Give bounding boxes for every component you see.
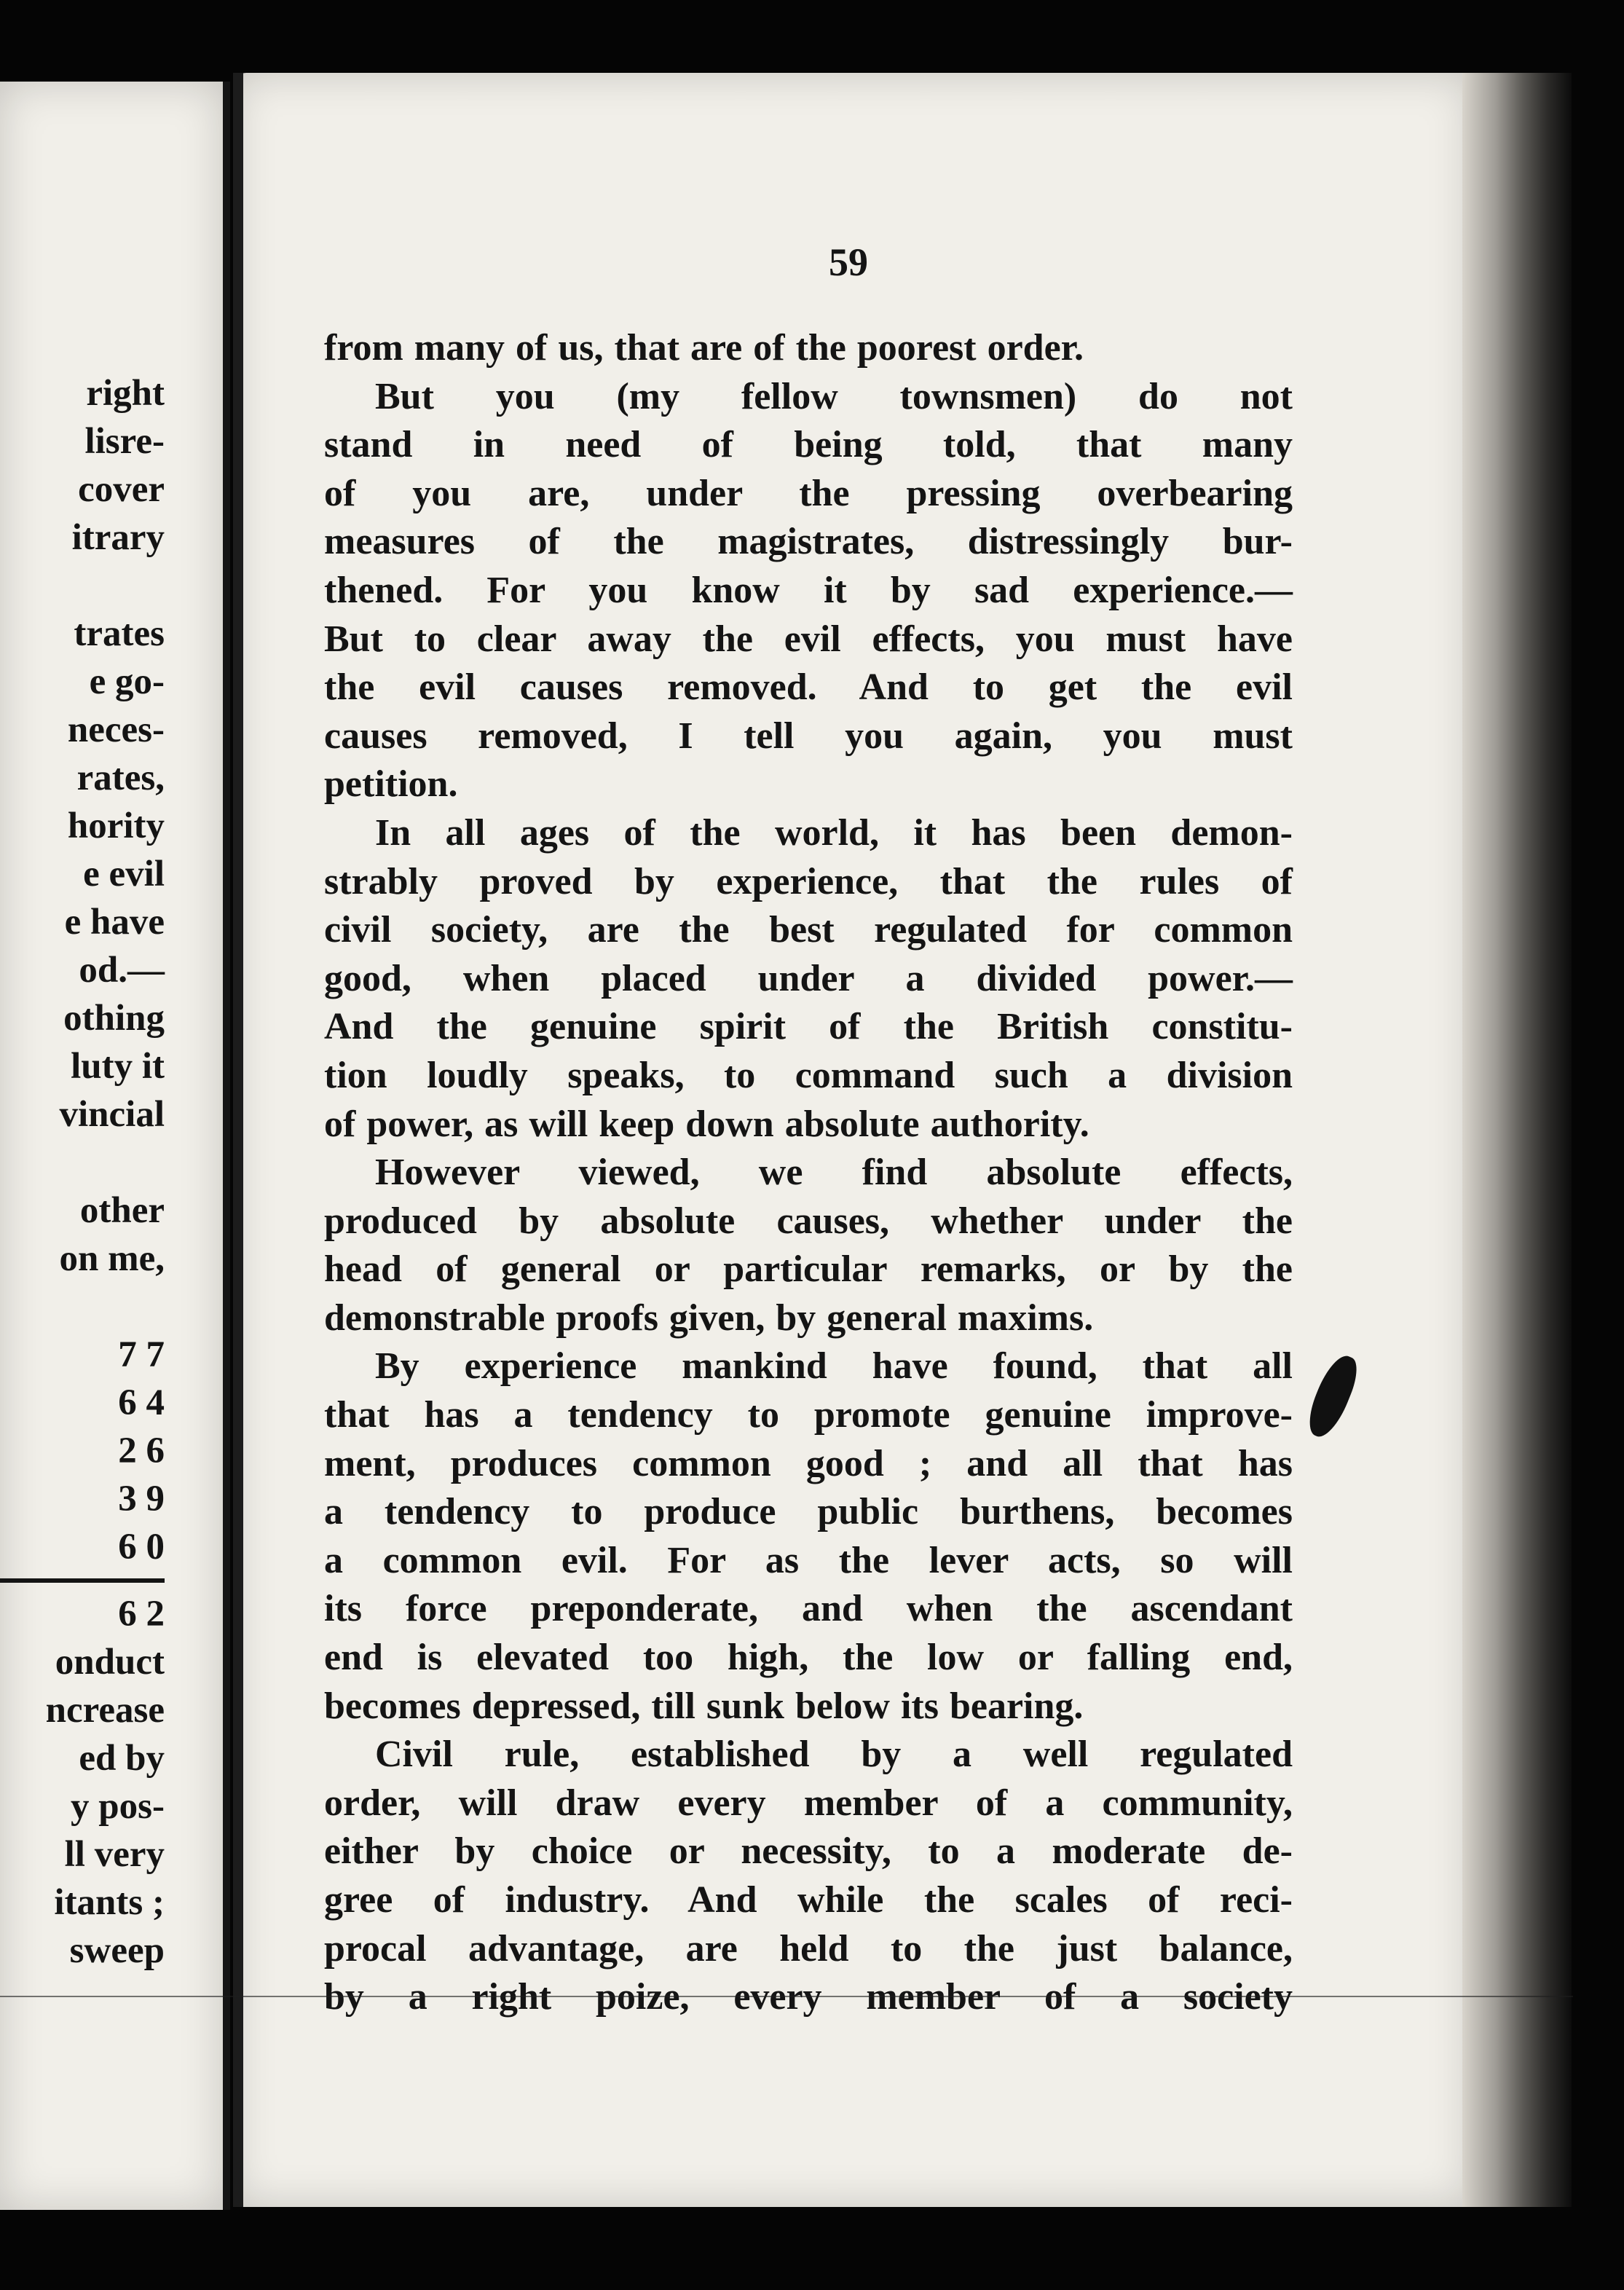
text-line: strably proved by experience, that the rules of (324, 860, 1293, 902)
left-line: 2 6 (118, 1431, 165, 1471)
left-line (0, 562, 165, 610)
left-line: vincial (59, 1094, 165, 1135)
left-line: 3 9 (118, 1479, 165, 1519)
page-gutter (233, 73, 243, 2207)
left-line (0, 1138, 165, 1187)
text-line: But to clear away the evil effects, you must have (324, 618, 1293, 660)
left-line: sweep (69, 1930, 165, 1971)
left-line: rates, (76, 758, 165, 798)
left-line: e evil (83, 854, 165, 894)
text-line: petition. (324, 763, 458, 806)
left-line: od.— (79, 950, 165, 991)
left-page (0, 82, 230, 2210)
left-line: neces- (67, 709, 165, 750)
right-page-text (324, 229, 1293, 2022)
text-line: end is elevated too high, the low or falling end, (324, 1637, 1293, 1679)
text-line: of power, as will keep down absolute authority. (324, 1103, 1089, 1145)
text-line: By experience mankind have found, that all (375, 1345, 1293, 1388)
text-line: tion loudly speaks, to command such a division (324, 1054, 1293, 1096)
left-line: ncrease (45, 1690, 165, 1731)
text-line: produced by absolute causes, whether under the (324, 1200, 1293, 1242)
left-line: itants ; (54, 1882, 165, 1923)
text-line: of you are, under the pressing overbearing (324, 472, 1293, 514)
text-line: And the genuine spirit of the British constitu- (324, 1006, 1293, 1048)
left-line: e go- (89, 661, 165, 702)
text-line: from many of us, that are of the poorest order. (324, 327, 1084, 369)
text-line: In all ages of the world, it has been demon- (375, 811, 1293, 854)
text-line: by a right poize, every member of a society (324, 1976, 1293, 2018)
text-line: good, when placed under a divided power.— (324, 957, 1293, 999)
left-line: y pos- (71, 1786, 165, 1827)
text-line: a common evil. For as the lever acts, so will (324, 1539, 1293, 1581)
left-line: ed by (79, 1738, 165, 1779)
text-line: civil society, are the best regulated for common (324, 909, 1293, 951)
left-line: ll very (64, 1834, 165, 1875)
left-line: luty it (71, 1046, 165, 1087)
text-line: demonstrable proofs given, by general maxims. (324, 1297, 1094, 1339)
left-line: e have (64, 902, 165, 943)
text-line: order, will draw every member of a community, (324, 1782, 1293, 1824)
left-line: cover (78, 469, 165, 510)
scan-line (0, 1996, 1573, 1997)
sum-rule (0, 1578, 165, 1583)
text-line: head of general or particular remarks, or by the (324, 1248, 1293, 1291)
page-number: 59 (829, 240, 868, 284)
page-edge (1462, 73, 1572, 2207)
left-line: lisre- (84, 421, 165, 462)
left-line: itrary (71, 517, 165, 558)
text-line: its force preponderate, and when the ascendant (324, 1588, 1293, 1630)
text-line: either by choice or necessity, to a moderate de- (324, 1830, 1293, 1873)
left-line (0, 1283, 165, 1331)
left-line: onduct (55, 1642, 165, 1683)
text-line: stand in need of being told, that many (324, 424, 1293, 466)
left-line: trates (74, 613, 165, 654)
text-line: thened. For you know it by sad experience.— (324, 569, 1293, 611)
text-line: Civil rule, established by a well regulated (375, 1734, 1293, 1776)
text-line: that has a tendency to promote genuine improve- (324, 1394, 1293, 1436)
text-line: gree of industry. And while the scales of reci- (324, 1879, 1293, 1921)
text-line: the evil causes removed. And to get the evil (324, 666, 1293, 709)
left-line: right (86, 373, 165, 414)
left-line: on me, (59, 1238, 165, 1279)
text-line: But you (my fellow townsmen) do not (375, 375, 1293, 417)
text-line: a tendency to produce public burthens, becomes (324, 1491, 1293, 1533)
text-line: ment, produces common good ; and all that has (324, 1442, 1293, 1484)
text-line: becomes depressed, till sunk below its bearing. (324, 1685, 1084, 1727)
text-line: procal advantage, are held to the just balance, (324, 1927, 1293, 1970)
left-line: 6 2 (118, 1594, 165, 1634)
left-line: 6 0 (118, 1527, 165, 1567)
left-line: 6 4 (118, 1382, 165, 1423)
text-line: measures of the magistrates, distressingly bur- (324, 521, 1293, 563)
left-line: other (79, 1190, 165, 1231)
left-line: hority (67, 806, 165, 846)
left-page-text (0, 369, 165, 1975)
text-line: causes removed, I tell you again, you must (324, 715, 1293, 757)
left-line: othing (63, 998, 165, 1039)
left-line: 7 7 (118, 1334, 165, 1375)
text-line: However viewed, we find absolute effects, (375, 1152, 1293, 1194)
